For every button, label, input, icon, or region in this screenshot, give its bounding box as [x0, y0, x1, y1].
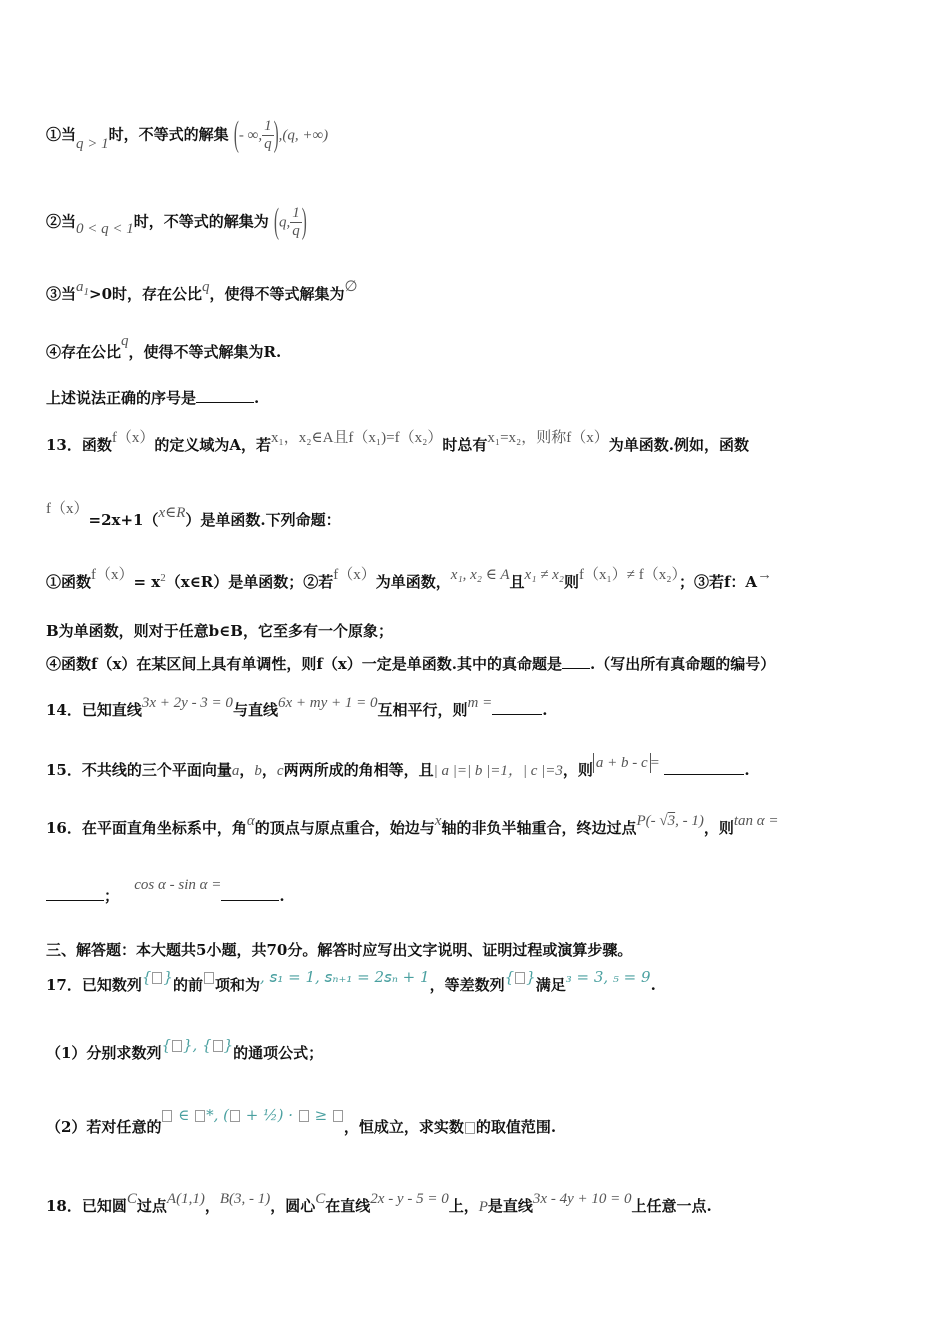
q18: [46, 1191, 712, 1217]
answer-blank: [221, 886, 279, 901]
item-3: [46, 279, 358, 310]
circle-c: C: [126, 1191, 137, 1207]
item-1-text: 时，不等式的解集: [108, 125, 229, 144]
prop-2-text: 为单函数，: [375, 573, 451, 591]
q17-text-2: 项和为: [214, 976, 260, 994]
q16-line-1: [46, 813, 779, 839]
q15-number: 15．不共线的三个平面向量: [46, 761, 232, 779]
q18-text-3: 在直线: [325, 1197, 371, 1215]
right-paren: ): [301, 203, 307, 242]
q16-text-3: ，则: [703, 819, 734, 837]
answer-blank: [664, 760, 744, 775]
semicolon: ；: [104, 887, 120, 905]
item-2-prefix: ②当: [46, 212, 77, 231]
q13-example: =2x+1（: [88, 511, 159, 529]
b-conditions: ₃ = 3, ₅ = 9: [565, 968, 651, 986]
cond-q-gt-1: q > 1: [76, 135, 109, 152]
part-2-end: 的取值范围.: [475, 1118, 557, 1136]
answer-blank: [492, 700, 542, 715]
q13-number: 13．函数: [46, 436, 112, 454]
q14-text: 互相平行，则: [377, 701, 468, 719]
var-m-eq: m =: [467, 695, 493, 711]
func-eq-x: = x: [133, 573, 161, 591]
q13-line-1: [46, 430, 749, 456]
sub-1: 1: [83, 286, 90, 298]
func-fx: f（x）: [111, 430, 155, 446]
q18-text-2: ，圆心: [270, 1197, 316, 1215]
point-p: P: [478, 1199, 488, 1215]
seq-b-n: { }: [504, 968, 536, 986]
interval-part-a: q,: [279, 214, 291, 231]
q13-text-2: 时总有: [442, 436, 488, 454]
prop-3-text: ；③若f：A: [678, 573, 758, 591]
var-q: q: [121, 333, 129, 349]
q17-part-2: [46, 1106, 557, 1137]
part-1-text: （1）分别求数列: [46, 1044, 162, 1062]
summary-line: [46, 388, 259, 408]
fraction-1-over-q: [262, 118, 274, 153]
var-x: x: [434, 813, 442, 829]
q16-number: 16．在平面直角坐标系中，角: [46, 819, 247, 837]
equals: =: [650, 755, 660, 771]
item-2-text: 时，不等式的解集为: [133, 212, 269, 231]
item-2: [46, 205, 307, 240]
section-3-text: 三、解答题：本大题共5小题，共70分。解答时应写出文字说明、证明过程或演算步骤。: [46, 941, 633, 959]
then-text: 则: [564, 573, 580, 591]
part-1-end: 的通项公式；: [233, 1044, 324, 1062]
q13-text-3: 为单函数.例如，函数: [608, 436, 749, 454]
var-k-box: [465, 1122, 475, 1134]
q14-mid: 与直线: [232, 701, 278, 719]
sep: ，: [261, 761, 277, 779]
recurrence: , 𝘴₁ = 1, 𝘴ₙ₊₁ = 2𝘴ₙ + 1: [260, 968, 430, 986]
sep: ，: [204, 1197, 220, 1215]
vec-a: a: [231, 763, 240, 779]
prop-3-cont: B为单函数，则对于任意b∈B，它至多有一个原象；: [46, 622, 393, 640]
q17: [46, 968, 656, 995]
cos-minus-sin: cos α - sin α =: [134, 877, 222, 893]
frac-num: 1: [264, 118, 272, 134]
q18-text-1: 过点: [136, 1197, 167, 1215]
q13-text-4: ）是单函数.下列命题：: [185, 511, 341, 529]
answer-blank: [196, 388, 254, 403]
prop-4-end: .（写出所有真命题的编号）: [590, 655, 776, 673]
item-4-prefix: ④存在公比: [46, 343, 122, 361]
item-3-tail: ，使得不等式解集为: [209, 285, 345, 303]
var-a1: [76, 279, 90, 298]
line-2-eq: 6x + my + 1 = 0: [277, 695, 378, 711]
point-a: A(1,1): [166, 1191, 205, 1207]
q18-number: 18．已知圆: [46, 1197, 127, 1215]
f-neq: f（x₁）≠ f（x₂）: [579, 567, 679, 583]
q14: [46, 695, 548, 721]
line-1-eq: 3x + 2y - 3 = 0: [141, 695, 233, 711]
q13-conclusion: x₁=x₂，则称f（x）: [487, 430, 609, 446]
angle-alpha: α: [246, 813, 255, 829]
vec-mods: | a |=| b |=1，| c |=3: [433, 763, 563, 779]
q13-condition: x₁，x₂∈A且f（x₁)=f（x₂）: [271, 430, 443, 446]
vec-sum-abs: a + b - c: [593, 753, 651, 773]
sqrt-3: 3: [667, 813, 676, 829]
part-2-text: （2）若对任意的: [46, 1118, 162, 1136]
q13-line-3: [46, 568, 772, 593]
left-paren: (: [274, 203, 280, 242]
item-4-tail: ，使得不等式解集为R.: [128, 343, 282, 361]
and-text: 且: [509, 573, 525, 591]
item-1-prefix: ①当: [46, 125, 77, 144]
x1-neq-x2: x₁ ≠ x₂: [524, 567, 565, 583]
var-q: q: [202, 279, 210, 295]
seq-pair: { }, { }: [161, 1036, 234, 1054]
vec-c: c: [276, 763, 284, 779]
q15-then: ，则: [562, 761, 593, 779]
empty-set-symbol: ∅: [344, 279, 358, 295]
point-p-start: P(-: [636, 813, 660, 829]
q17-text-4: 满足: [535, 976, 566, 994]
cond-q-between: 0 < q < 1: [76, 220, 134, 237]
frac-den: q: [264, 136, 272, 152]
sep: ，: [239, 761, 255, 779]
summary-text: 上述说法正确的序号是: [46, 389, 197, 407]
q13-line-2: [46, 501, 341, 531]
q16-text-2: 轴的非负半轴重合，终边过点: [441, 819, 637, 837]
x1-x2-in-a: x₁, x₂ ∈ A: [450, 567, 510, 583]
exp-2: 2: [160, 572, 166, 584]
q18-end: 上任意一点.: [631, 1197, 712, 1215]
frac-num: 1: [292, 205, 300, 221]
q15-end: .: [744, 761, 750, 779]
interval-part-a: - ∞,: [238, 127, 263, 144]
vec-b: b: [254, 763, 262, 779]
arrow-icon: →: [757, 567, 773, 583]
q13-text-1: 的定义域为A，若: [154, 436, 272, 454]
fraction-1-over-q: [290, 205, 302, 240]
item-3-prefix: ③当: [46, 285, 77, 303]
item-1: [46, 118, 328, 153]
q16-end: .: [279, 887, 285, 905]
point-p: P(- √3, - 1): [636, 813, 704, 829]
frac-den: q: [292, 223, 300, 239]
q17-part-1: [46, 1036, 324, 1063]
func-fx: f（x）: [46, 501, 89, 517]
var-a: a: [76, 279, 84, 295]
q17-text-3: ，等差数列: [429, 976, 505, 994]
section-3-heading: [46, 940, 632, 960]
prop-1-label: ①函数: [46, 573, 92, 591]
tan-alpha: tan α =: [733, 813, 779, 829]
prop-4-text: ④函数f（x）在某区间上具有单调性，则f（x）一定是单函数.其中的真命题是: [46, 655, 563, 673]
answer-blank: [562, 654, 590, 669]
q16-line-2: [46, 877, 285, 907]
item-4: [46, 333, 282, 363]
q15: [46, 755, 750, 781]
point-p-end: , - 1): [675, 813, 704, 829]
q17-text-1: 的前: [172, 976, 203, 994]
q15-text: 两两所成的角相等，且: [283, 761, 434, 779]
summary-end: .: [254, 389, 260, 407]
seq-a-n: { }: [141, 968, 173, 986]
q14-end: .: [542, 701, 548, 719]
func-fx: f（x）: [333, 567, 376, 583]
q17-end: .: [650, 976, 656, 994]
prop-1-text: （x∈R）是单函数；②若: [165, 573, 334, 591]
q17-number: 17．已知数列: [46, 976, 142, 994]
answer-blank: [46, 886, 104, 901]
q16-text-1: 的顶点与原点重合，始边与: [254, 819, 435, 837]
q18-text-4: 上，: [448, 1197, 479, 1215]
q14-number: 14．已知直线: [46, 701, 142, 719]
center-line-eq: 2x - y - 5 = 0: [370, 1191, 449, 1207]
domain-x-in-r: x∈R: [158, 505, 186, 521]
line-2-eq: 3x - 4y + 10 = 0: [532, 1191, 632, 1207]
q13-line-5: [46, 654, 775, 674]
var-n-box: [204, 972, 214, 984]
part-2-mid: ，恒成立，求实数: [343, 1118, 464, 1136]
func-fx: f（x）: [91, 567, 134, 583]
inequality: ∈ *, ( + ½) · ≥: [161, 1106, 343, 1124]
q18-text-5: 是直线: [487, 1197, 533, 1215]
left-paren: (: [233, 116, 239, 155]
q13-line-4: [46, 621, 393, 641]
right-paren: ): [273, 116, 279, 155]
item-3-text: >0时，存在公比: [89, 285, 203, 303]
center-c: C: [315, 1191, 326, 1207]
point-b: B(3, - 1): [219, 1191, 271, 1207]
interval-part-b: ,(q, +∞): [278, 127, 329, 144]
